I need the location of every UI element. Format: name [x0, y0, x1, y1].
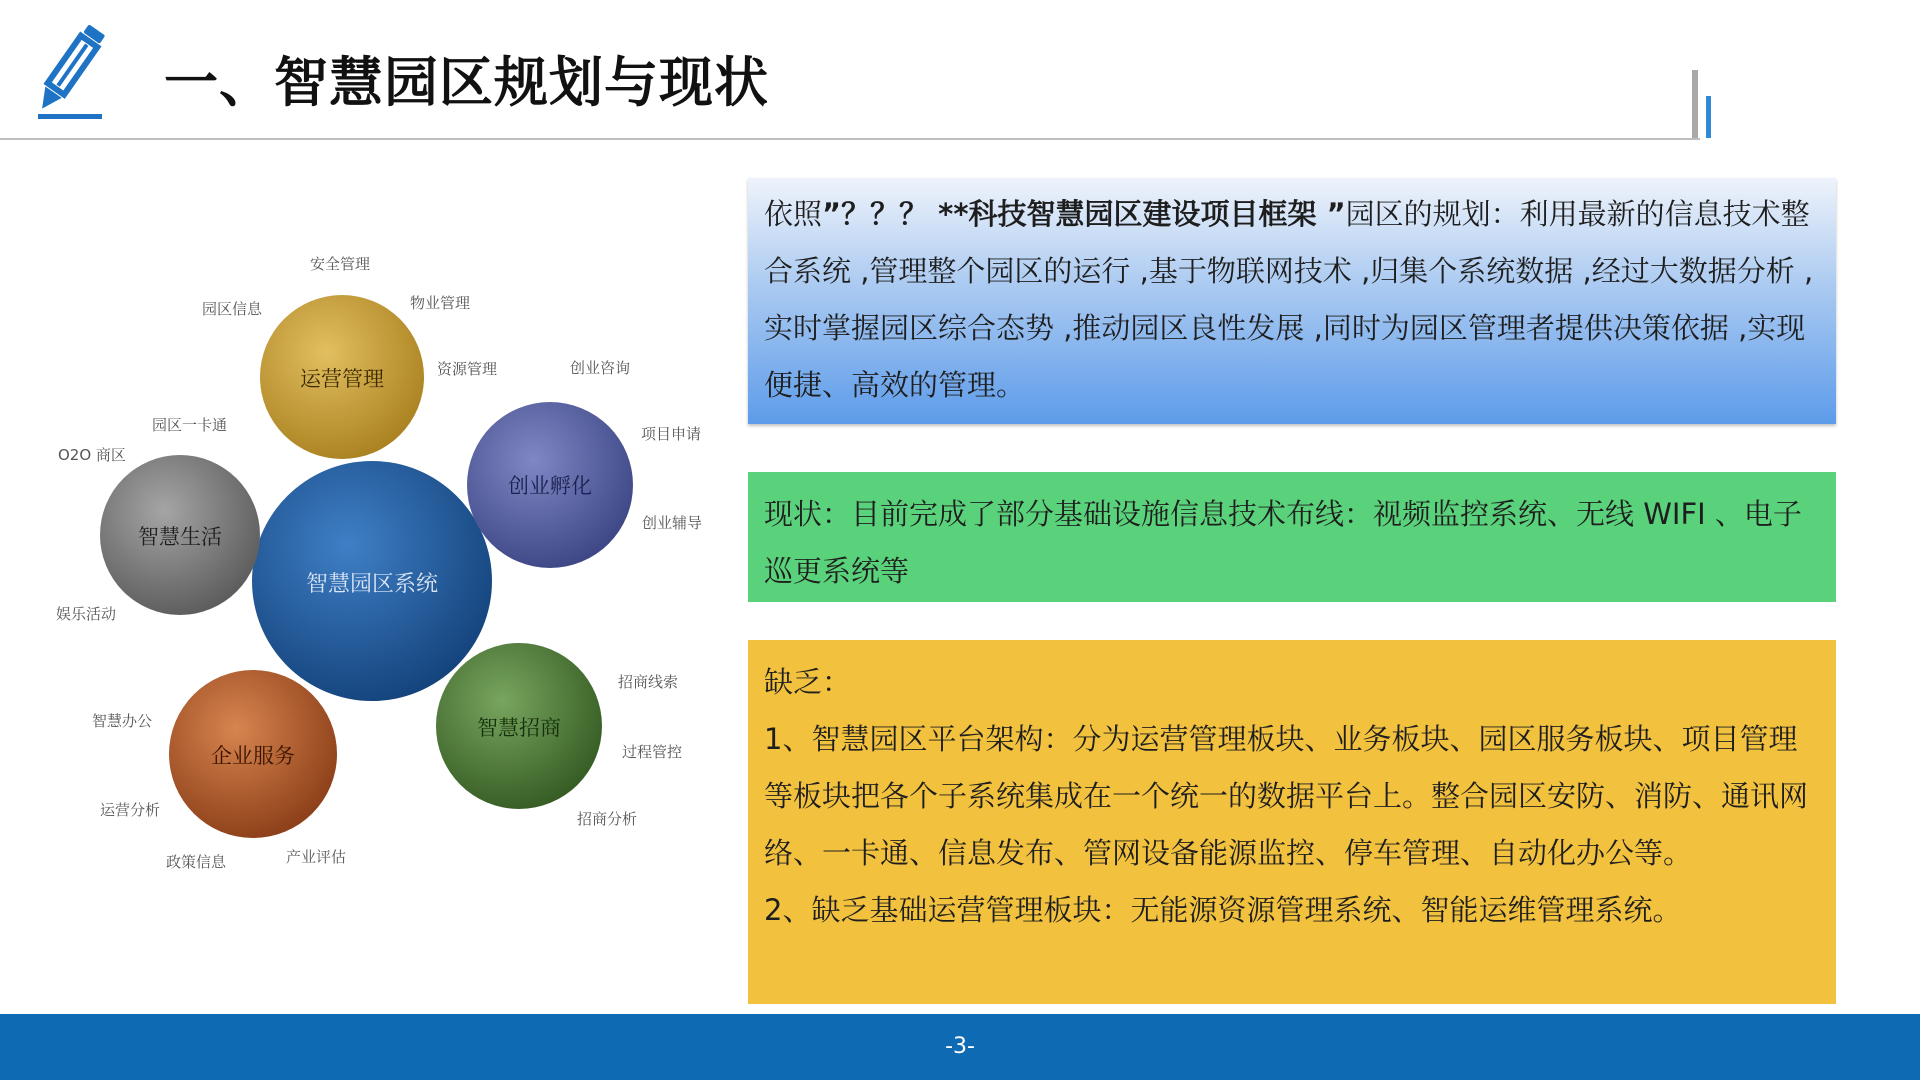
subitem-label: 园区一卡通 [152, 416, 228, 434]
subitem-label: 物业管理 [410, 294, 471, 312]
subitem-label: 过程管控 [622, 743, 683, 761]
deficiency-heading: 缺乏： [764, 665, 852, 699]
status-text: 现状：目前完成了部分基础设施信息技术布线：视频监控系统、无线 WIFI 、电子巡更系统等 [764, 497, 1802, 588]
center-circle [252, 461, 492, 701]
page-title: 一、智慧园区规划与现状 [164, 51, 769, 114]
module-label: 运营管理 [300, 367, 384, 391]
subitem-label: 园区信息 [202, 300, 263, 318]
deficiency-item-1: 1、智慧园区平台架构：分为运营管理板块、业务板块、园区服务板块、项目管理等板块把各个子系统集成在一个统一的数据平台上。整合园区安防、消防、通讯网络、一卡通、信息发布、管网设备能源监控、停车管理、自动化办公等。 [764, 722, 1809, 870]
planning-panel [748, 178, 1836, 424]
subitem-label: 安全管理 [310, 255, 371, 273]
footer-bar [0, 1014, 1920, 1080]
subitem-label: O2O 商区 [58, 446, 126, 464]
pencil-icon [26, 14, 116, 124]
module-label: 创业孵化 [508, 474, 592, 498]
page-number: -3- [945, 1034, 975, 1059]
planning-lead: 依照 [764, 197, 823, 231]
subitem-label: 项目申请 [641, 425, 702, 443]
module-investment [436, 643, 602, 809]
subitem-label: 招商分析 [577, 810, 638, 828]
deficiency-item-2: 2、缺乏基础运营管理板块：无能源资源管理系统、智能运维管理系统。 [764, 893, 1682, 927]
project-name: ”？？？ **科技智慧园区建设项目框架 ” [822, 197, 1346, 231]
module-label: 智慧生活 [138, 525, 222, 549]
module-life [100, 455, 260, 615]
subitem-label: 创业辅导 [642, 514, 703, 532]
module-label: 企业服务 [211, 744, 295, 768]
subitem-label: 招商线索 [618, 673, 679, 691]
module-enterprise [169, 670, 337, 838]
center-label: 智慧园区系统 [305, 572, 439, 597]
planning-body: 园区的规划：利用最新的信息技术整合系统 ,管理整个园区的运行 ,基于物联网技术 ,归集个系统数据 ,经过大数据分析 ,实时掌握园区综合态势 ,推动园区良性发展 ,同时为园区管理者提供决策依据 ,实现便捷、高效的管理。 [764, 197, 1814, 402]
module-incubation [467, 402, 633, 568]
system-diagram [40, 230, 730, 890]
subitem-label: 智慧办公 [92, 712, 153, 730]
header-divider [0, 138, 1700, 140]
corner-accent [1688, 70, 1718, 142]
subitem-label: 产业评估 [286, 848, 347, 866]
module-label: 智慧招商 [477, 716, 561, 740]
subitem-label: 创业咨询 [570, 359, 631, 377]
module-operations [260, 295, 424, 459]
subitem-label: 政策信息 [166, 853, 227, 871]
subitem-label: 运营分析 [100, 801, 161, 819]
subitem-label: 娱乐活动 [56, 605, 117, 623]
subitem-label: 资源管理 [437, 360, 498, 378]
deficiency-panel [748, 640, 1836, 1004]
status-panel [748, 472, 1836, 602]
